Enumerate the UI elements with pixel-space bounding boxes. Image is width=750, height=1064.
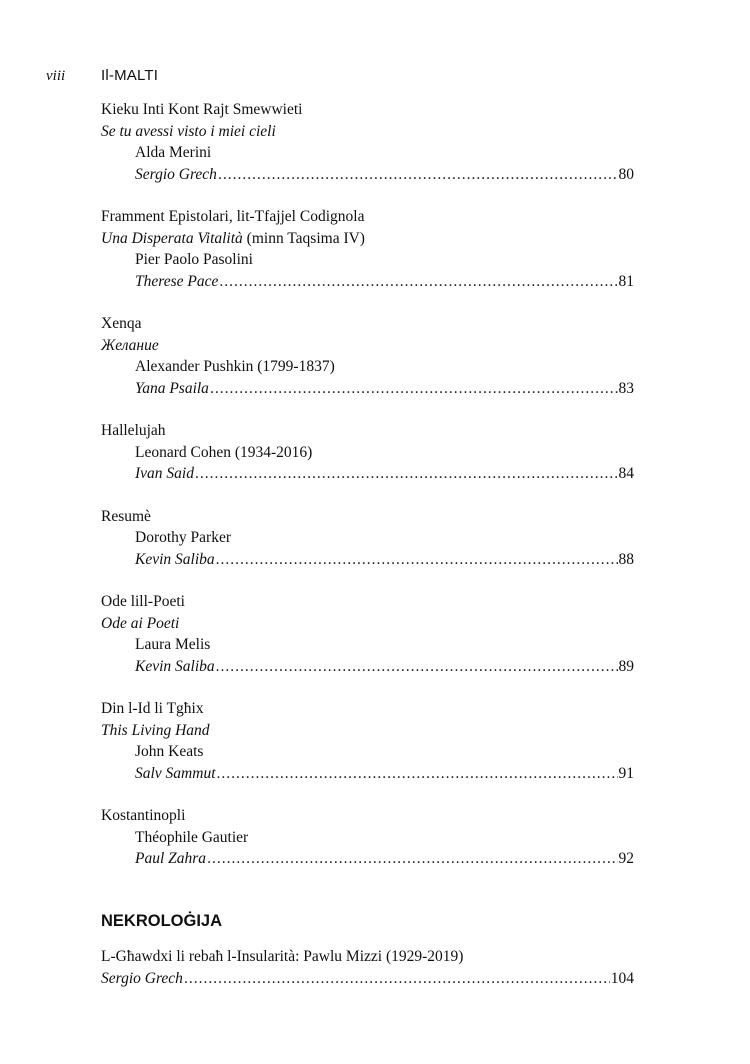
entry-author: John Keats <box>135 743 204 760</box>
section-heading-nekrologija: NEKROLOĠIJA <box>101 912 223 930</box>
dot-leader <box>184 968 610 990</box>
table-of-contents <box>101 99 634 891</box>
page-ref: 89 <box>618 657 634 675</box>
translator-line <box>101 763 634 785</box>
toc-entry <box>101 506 634 571</box>
toc-entry <box>101 206 634 292</box>
translator-name: Kevin Saliba <box>135 550 215 568</box>
entry-author: Dorothy Parker <box>135 529 231 546</box>
entry-author: Pier Paolo Pasolini <box>135 251 253 268</box>
entry-title: Xenqa <box>101 315 142 332</box>
page-ref: 81 <box>618 272 634 290</box>
translator-line <box>101 271 634 293</box>
entry-author: Leonard Cohen (1934-2016) <box>135 443 313 461</box>
translator-line <box>101 549 634 571</box>
page-number: viii <box>46 68 66 84</box>
toc-entry <box>101 805 634 870</box>
page-ref: 104 <box>610 969 634 987</box>
entry-author: Alexander Pushkin (1799-1837) <box>135 358 335 375</box>
dot-leader <box>210 378 618 400</box>
entry-title: Ode lill-Poeti <box>101 593 185 610</box>
translator-name: Sergio Grech <box>135 165 217 183</box>
entry-title: Framment Epistolari, lit-Tfajjel Codignola <box>101 208 365 225</box>
original-title: This Living Hand <box>101 721 210 739</box>
entry-title: L-Għawdxi li rebaħ l-Insularità: Pawlu Mizzi (1929-2019) <box>101 948 464 965</box>
toc-entry <box>101 698 634 784</box>
entry-title: Din l-Id li Tgħix <box>101 700 204 717</box>
translator-line <box>101 378 634 400</box>
original-title: Желание <box>101 336 159 354</box>
translator-name: Salv Sammut <box>135 764 216 782</box>
translator-line <box>101 848 634 870</box>
obituary-entry <box>101 946 634 989</box>
entry-author: Laura Melis <box>135 636 211 653</box>
section-header: Il-MALTI <box>101 67 159 84</box>
original-title: Una Disperata Vitalità (minn Taqsima IV) <box>101 229 365 247</box>
dot-leader <box>217 763 618 785</box>
original-title: Se tu avessi visto i miei cieli <box>101 122 276 140</box>
translator-line <box>101 656 634 678</box>
author-name: Sergio Grech <box>101 969 183 987</box>
page-ref: 84 <box>618 465 634 482</box>
translator-name: Paul Zahra <box>135 850 207 867</box>
original-title: Ode ai Poeti <box>101 614 180 632</box>
dot-leader <box>195 463 618 485</box>
entry-title: Hallelujah <box>101 422 166 439</box>
translator-name: Ivan Said <box>135 465 194 482</box>
page-ref: 92 <box>618 850 634 867</box>
entry-title: Resumè <box>101 507 151 525</box>
translator-line <box>101 463 634 485</box>
translator-name: Kevin Saliba <box>135 657 215 675</box>
page-ref: 80 <box>618 165 634 183</box>
entry-title: Kieku Inti Kont Rajt Smewwieti <box>101 101 303 118</box>
translator-line <box>101 164 634 186</box>
dot-leader <box>219 271 617 293</box>
entry-title: Kostantinopli <box>101 807 186 824</box>
dot-leader <box>207 848 617 870</box>
author-line <box>101 968 634 990</box>
toc-entry <box>101 99 634 185</box>
page-ref: 83 <box>618 379 634 397</box>
page-ref: 88 <box>618 550 634 568</box>
page-ref: 91 <box>618 764 634 782</box>
dot-leader <box>216 656 618 678</box>
dot-leader <box>218 164 618 186</box>
toc-entry <box>101 591 634 677</box>
translator-name: Therese Pace <box>135 272 219 290</box>
entry-author: Alda Merini <box>135 144 212 161</box>
translator-name: Yana Psaila <box>135 379 209 397</box>
dot-leader <box>216 549 618 571</box>
entry-author: Théophile Gautier <box>135 828 249 846</box>
toc-entry <box>101 313 634 399</box>
toc-entry <box>101 420 634 485</box>
